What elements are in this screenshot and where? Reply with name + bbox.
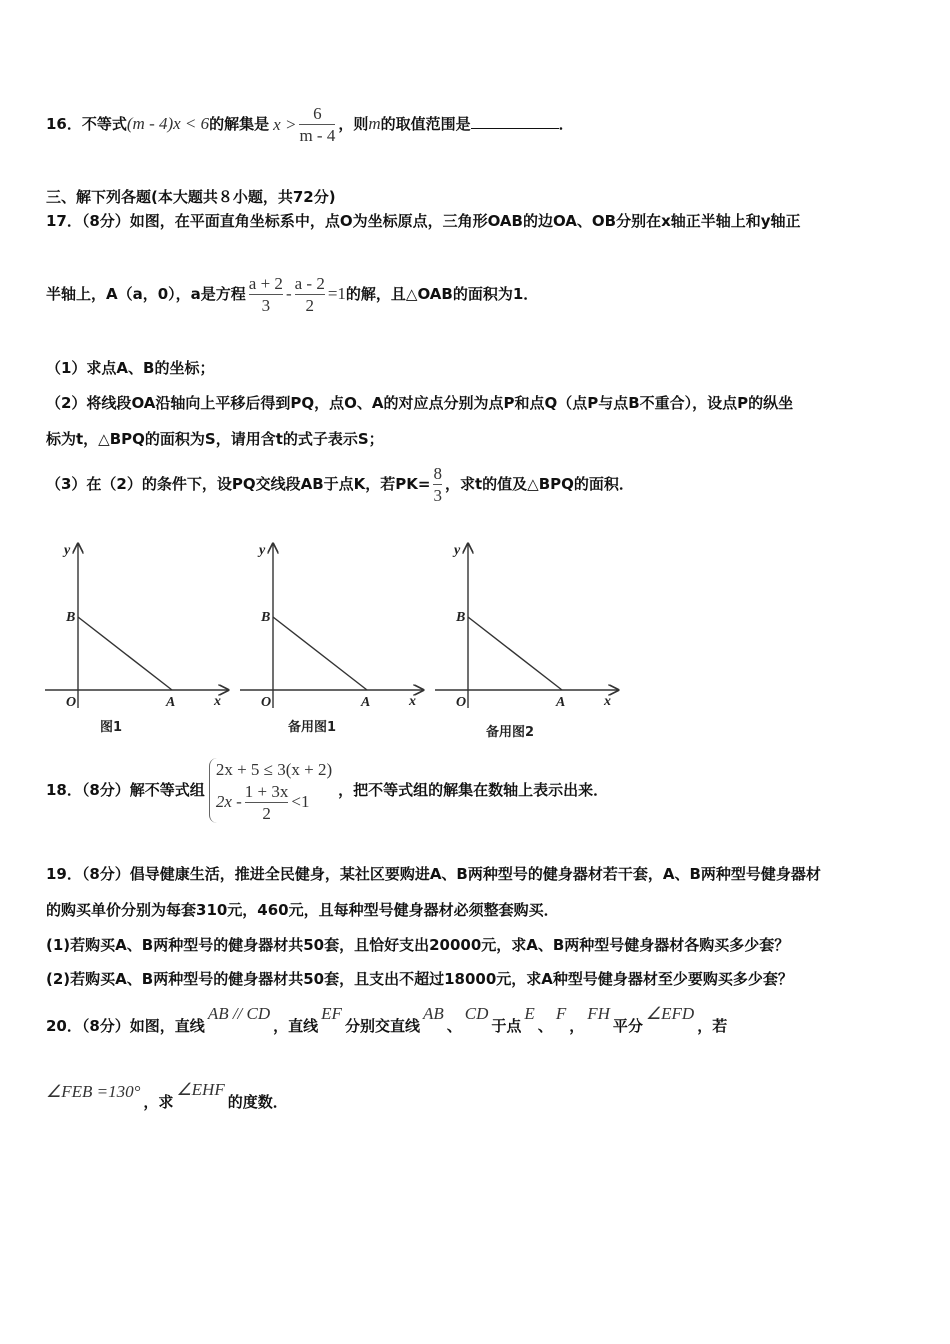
q20-text: 、 [446, 1017, 462, 1035]
q17-text: （3）在（2）的条件下，设PQ交线段AB于点K，若PK= [46, 475, 431, 493]
q18-instruction: ，把不等式组的解集在数轴上表示出来． [338, 781, 609, 799]
math-e: E [524, 1004, 535, 1023]
math-angle-ehf: ∠EHF [176, 1080, 225, 1099]
q20-text: ， [569, 1017, 585, 1035]
q20-text: 的度数． [227, 1093, 288, 1111]
q17-line2 [46, 274, 538, 315]
math-ef: EF [321, 1004, 342, 1023]
numerator: a + 2 [248, 274, 283, 293]
figure-caption: 图1 [100, 720, 123, 735]
q17-fraction-1 [249, 274, 283, 315]
q19-part2: (2)若购买A、B两种型号的健身器材共50套，且支出不超过18000元，求A种型号健身器材至少要购买多少套？ [46, 970, 793, 988]
q17-part3 [46, 464, 634, 505]
inequality-2-left: 2x - [215, 792, 242, 811]
q20-text: 20．（8分）如图，直线 [46, 1017, 205, 1035]
origin-label: O [66, 695, 77, 710]
q16-label: 16．不等式 [46, 115, 127, 133]
q17-fraction-pk [433, 464, 442, 505]
origin-label: O [456, 695, 467, 710]
q17-text: 半轴上，A（a，0），a是方程 [46, 285, 246, 303]
numerator: 8 [433, 464, 442, 483]
math-f: F [555, 1004, 567, 1023]
point-a-label: A [166, 695, 176, 710]
numerator: 1 + 3x [244, 782, 289, 801]
q17-fraction-2 [295, 274, 325, 315]
y-label: y [259, 543, 266, 558]
y-label: y [64, 543, 71, 558]
point-b-label: B [456, 610, 466, 625]
math-angle-efd: ∠EFD [645, 1004, 695, 1023]
figure-caption: 备用图2 [486, 725, 535, 740]
coordinate-figures [0, 530, 950, 750]
math-angle-feb: ∠FEB =130° [46, 1082, 141, 1101]
segment-ab [78, 617, 172, 690]
equals-one: =1 [327, 284, 346, 303]
y-label: y [454, 543, 461, 558]
q16-text: 的取值范围是 [380, 115, 471, 133]
answer-blank[interactable] [471, 114, 559, 129]
q19-line1: 19．（8分）倡导健康生活，推进全民健身，某社区要购进A、B两种型号的健身器材若干套，A、B两种型号健身器材 [46, 865, 821, 883]
point-b-label: B [66, 610, 76, 625]
q19-part1: (1)若购买A、B两种型号的健身器材共50套，且恰好支出20000元，求A、B两种型号健身器材各购买多少套？ [46, 936, 790, 954]
math-fh: FH [587, 1004, 610, 1023]
q20-text: 分别交直线 [344, 1017, 420, 1035]
q20-line2 [46, 1080, 288, 1112]
inequality-1: 2x + 5 ≤ 3(x + 2) [215, 760, 333, 779]
q16-text: ，则 [338, 115, 369, 133]
figure-3 [435, 543, 618, 740]
question-16 [46, 104, 574, 145]
denominator: 2 [305, 296, 314, 315]
denominator: 3 [261, 296, 271, 315]
q16-text: 的解集是 [209, 115, 270, 133]
point-a-label: A [361, 695, 371, 710]
x-label: x [214, 694, 221, 709]
denominator: 3 [433, 486, 442, 505]
question-18 [46, 758, 608, 823]
inequality-system [209, 758, 332, 823]
q17-part1: （1）求点A、B的坐标； [46, 359, 215, 377]
q20-text: ，直线 [273, 1017, 319, 1035]
q17-part2-line1: （2）将线段OA沿轴向上平移后得到PQ，点O、A的对应点分别为点P和点Q（点P与点B不重合），设点P的纵坐 [46, 394, 794, 412]
q16-var: m [368, 114, 381, 133]
inequality-2-fraction [245, 782, 289, 823]
math-ab-parallel-cd: AB // CD [207, 1004, 271, 1023]
figure-1 [45, 543, 228, 735]
q17-text: ，求t的值及△BPQ的面积． [444, 475, 634, 493]
point-a-label: A [556, 695, 566, 710]
q20-text: 平分 [612, 1017, 643, 1035]
x-label: x [604, 694, 611, 709]
q18-label: 18．（8分）解不等式组 [46, 781, 205, 799]
inequality-2-right: <1 [291, 792, 310, 811]
denominator: m - 4 [299, 126, 336, 145]
figure-2 [240, 543, 423, 735]
section-3-heading: 三、解下列各题(本大题共８小题，共72分) [46, 188, 336, 206]
point-b-label: B [261, 610, 271, 625]
math-cd: CD [464, 1004, 489, 1023]
q20-text: 、 [537, 1017, 553, 1035]
q19-line2: 的购买单价分别为每套310元，460元，且每种型号健身器材必须整套购买． [46, 901, 559, 919]
q16-x-gt: x > [273, 114, 297, 134]
segment-ab [273, 617, 367, 690]
numerator: a - 2 [294, 274, 325, 293]
math-ab: AB [422, 1004, 444, 1023]
minus-sign: - [285, 284, 292, 303]
q20-text: ，若 [697, 1017, 728, 1035]
q20-line1 [46, 1004, 728, 1036]
q17-part2-line2: 标为t，△BPQ的面积为S，请用含t的式子表示S； [46, 430, 384, 448]
figure-caption: 备用图1 [288, 720, 337, 735]
numerator: 6 [313, 104, 322, 123]
x-label: x [409, 694, 416, 709]
q16-end: ． [558, 115, 574, 133]
denominator: 2 [262, 804, 271, 823]
segment-ab [468, 617, 562, 690]
q20-text: ，求 [143, 1093, 174, 1111]
q16-inequality: (m - 4)x < 6 [126, 114, 210, 133]
q17-text: 的解，且△OAB的面积为1． [345, 285, 539, 303]
q16-fraction [299, 104, 335, 145]
q20-text: 于点 [491, 1017, 522, 1035]
origin-label: O [261, 695, 272, 710]
q17-line1: 17．（8分）如图，在平面直角坐标系中，点O为坐标原点，三角形OAB的边OA、OB分别在x轴正半轴上和y轴正 [46, 212, 801, 230]
